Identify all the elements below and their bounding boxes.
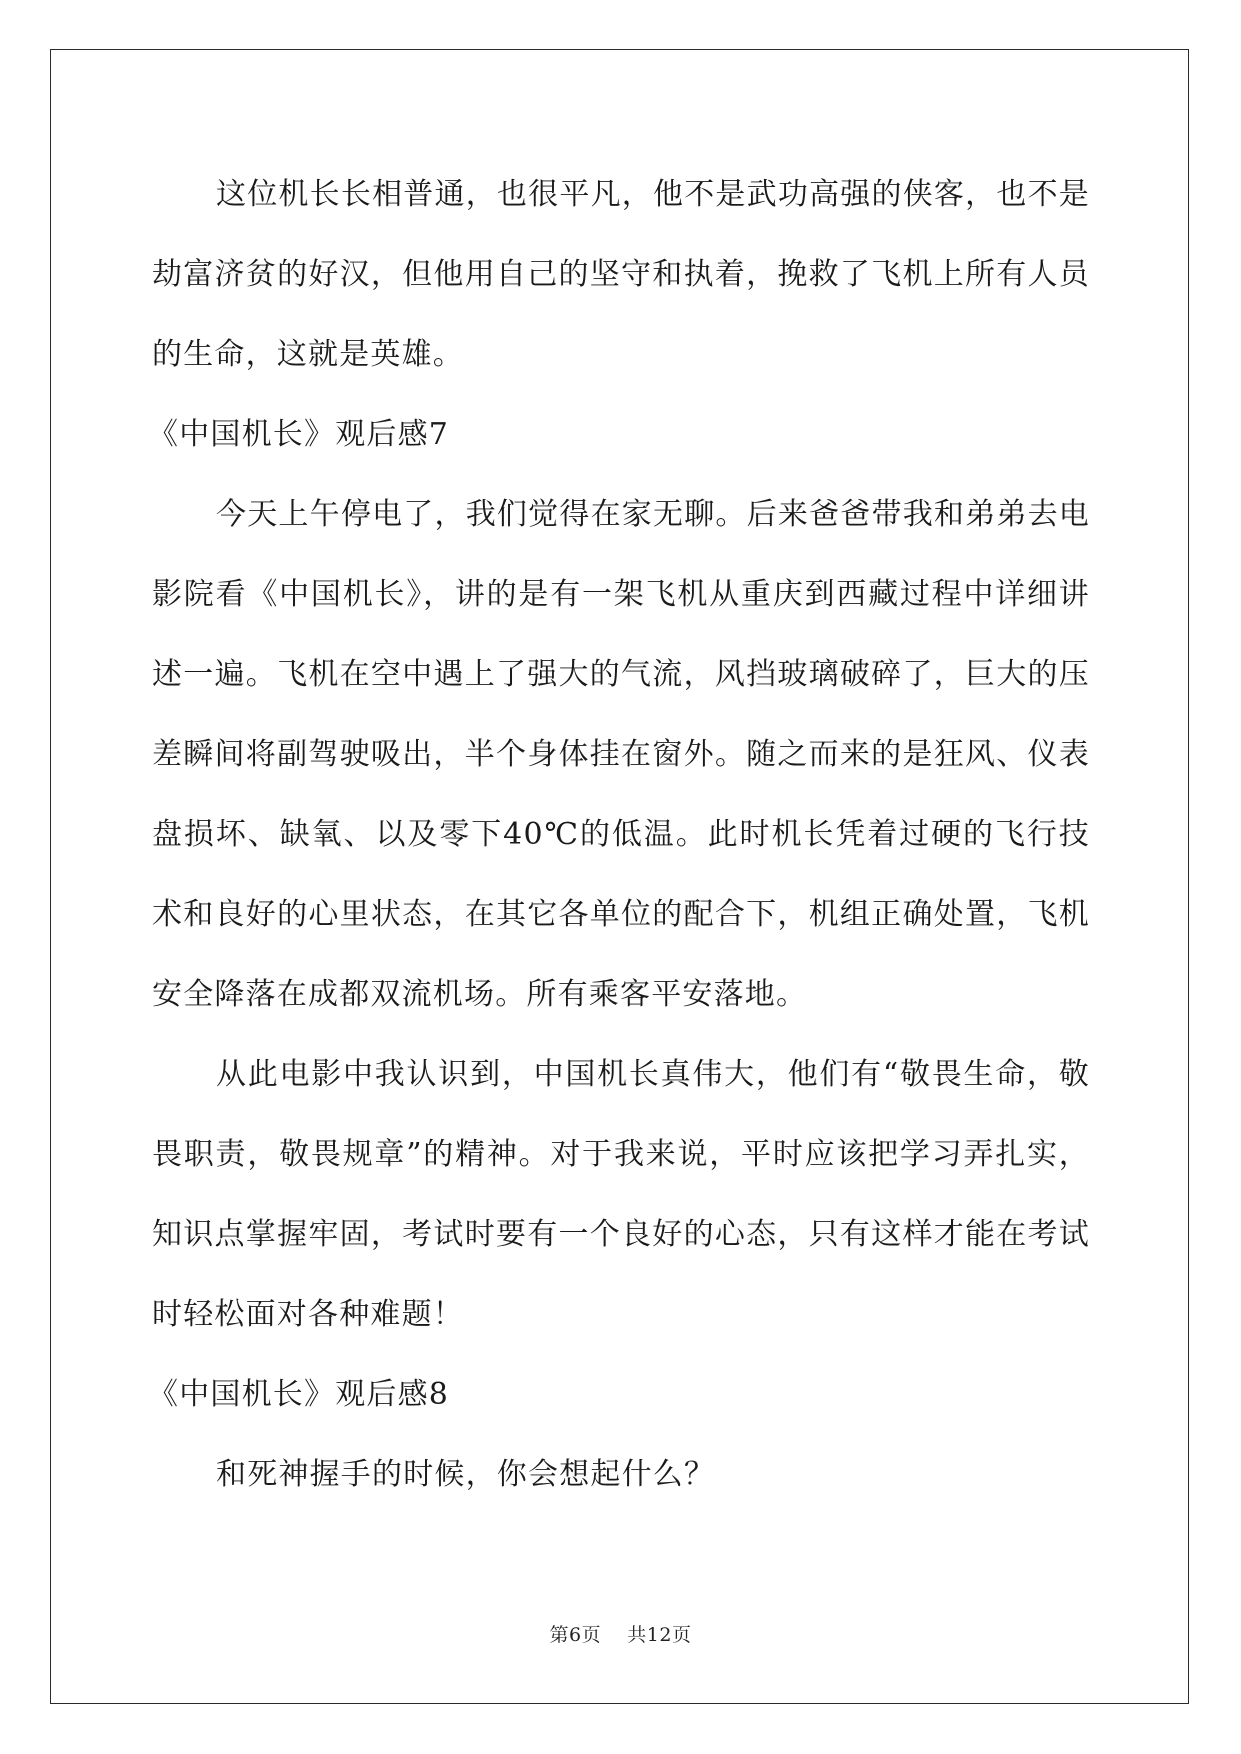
page-total: 共12页 [627, 1624, 692, 1646]
page-footer [0, 1622, 1241, 1648]
section-heading-8: 《中国机长》观后感8 [148, 1377, 450, 1412]
page-number: 第6页 [549, 1624, 602, 1646]
paragraph-lesson: 从此电影中我认识到，中国机长真伟大，他们有“敬畏生命，敬畏职责，敬畏规章”的精神。对于我来说，平时应该把学习弄扎实，知识点掌握牢固，考试时要有一个良好的心态，只有这样才能在考试时轻松面对各种难题！ [152, 1057, 1090, 1332]
document-body [148, 155, 1090, 1515]
paragraph-movie-story: 今天上午停电了，我们觉得在家无聊。后来爸爸带我和弟弟去电影院看《中国机长》，讲的是有一架飞机从重庆到西藏过程中详细讲述一遍。飞机在空中遇上了强大的气流，风挡玻璃破碎了，巨大的压差瞬间将副驾驶吸出，半个身体挂在窗外。随之而来的是狂风、仪表盘损坏、缺氧、以及零下40℃的低温。此时机长凭着过硬的飞行技术和良好的心里状态，在其它各单位的配合下，机组正确处置，飞机安全降落在成都双流机场。所有乘客平安落地。 [152, 497, 1090, 1012]
paragraph-opening-question: 和死神握手的时候，你会想起什么？ [216, 1457, 716, 1492]
footer-spacer [601, 1624, 627, 1646]
section-heading-7: 《中国机长》观后感7 [148, 417, 450, 452]
paragraph-hero-summary: 这位机长长相普通，也很平凡，他不是武功高强的侠客，也不是劫富济贫的好汉，但他用自己的坚守和执着，挽救了飞机上所有人员的生命，这就是英雄。 [152, 177, 1090, 372]
